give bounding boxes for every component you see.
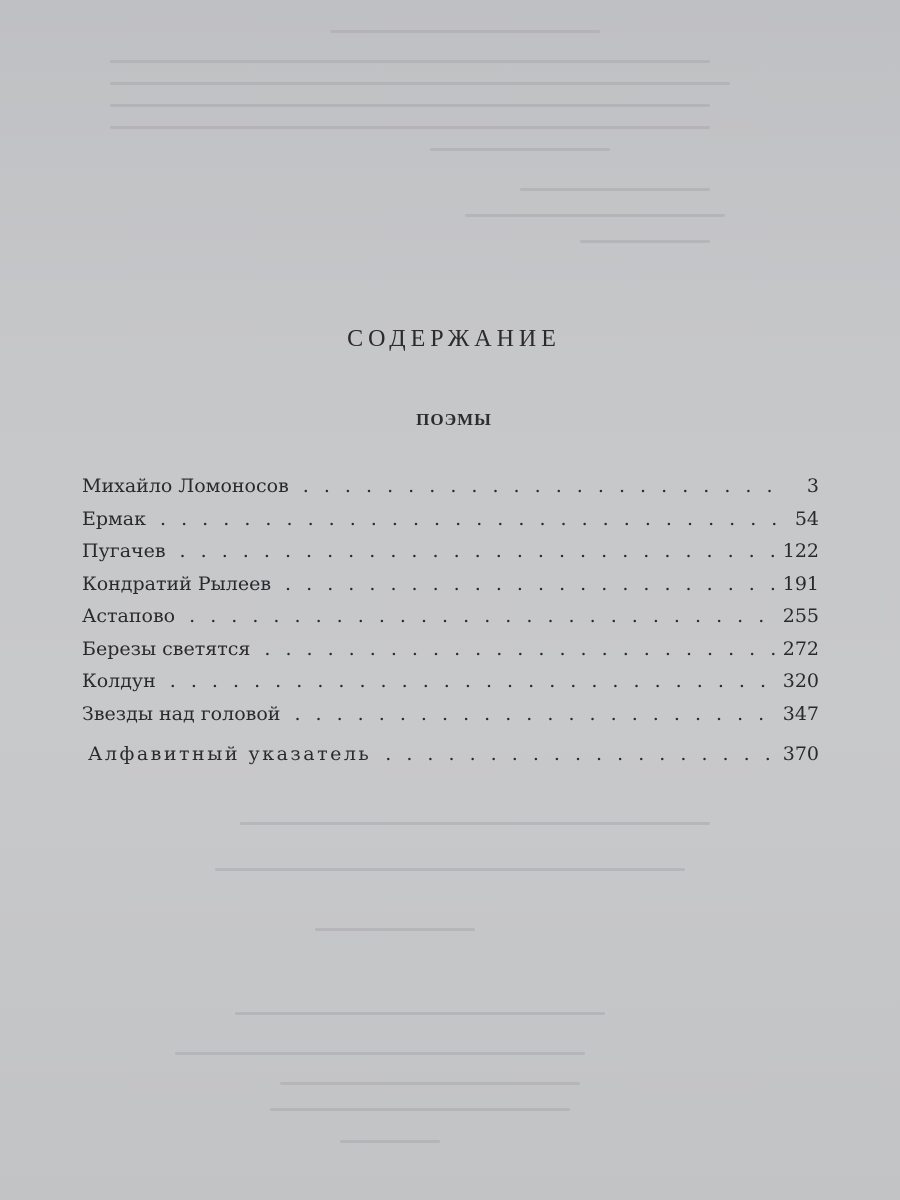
dot-leader	[371, 738, 776, 771]
dot-leader	[271, 568, 777, 601]
toc-entry-page: 272	[782, 637, 819, 660]
bleed-through-line	[330, 30, 600, 33]
bleed-through-line	[110, 82, 730, 85]
dot-leader	[250, 633, 776, 666]
toc-index-title: Алфавитный указатель	[88, 743, 372, 765]
bleed-through-line	[240, 822, 710, 825]
bleed-through-line	[580, 240, 710, 243]
dot-leader	[289, 470, 777, 503]
toc-entry-title: Звезды над головой	[82, 702, 281, 725]
toc-entry	[82, 600, 819, 633]
toc-entry	[82, 665, 819, 698]
dot-leader	[280, 698, 776, 731]
toc-entry-title: Березы светятся	[82, 637, 251, 660]
bleed-through-line	[520, 188, 710, 191]
bleed-through-line	[110, 104, 710, 107]
bleed-through-line	[110, 126, 710, 129]
toc-entry	[82, 503, 819, 536]
toc-entry-title: Астапово	[82, 605, 176, 627]
toc-entry-page: 320	[782, 670, 819, 692]
toc-entry-page: 54	[794, 507, 819, 530]
bleed-through-line	[430, 148, 610, 151]
toc-entry-title: Кондратий Рылеев	[82, 572, 272, 595]
toc-entry-title: Колдун	[82, 670, 156, 692]
toc-entry-title: Михайло Ломоносов	[82, 475, 289, 497]
bleed-through-line	[465, 214, 725, 217]
bleed-through-line	[270, 1108, 570, 1111]
section-heading: ПОЭМЫ	[416, 410, 492, 429]
bleed-through-line	[280, 1082, 580, 1085]
toc-entry-page: 3	[806, 475, 819, 497]
dot-leader	[175, 600, 777, 633]
toc-entry	[82, 698, 819, 731]
toc-entry-title: Ермак	[82, 507, 147, 530]
toc-entry-page: 255	[782, 605, 819, 627]
bleed-through-line	[315, 928, 475, 931]
toc-entry	[82, 633, 819, 666]
toc-entry	[82, 535, 819, 568]
toc-entry	[82, 568, 819, 601]
toc-entry-page: 122	[782, 540, 819, 562]
bleed-through-line	[235, 1012, 605, 1015]
toc-entry-page: 191	[782, 572, 819, 595]
toc-entry-page: 347	[782, 702, 819, 725]
toc-entry	[82, 470, 819, 503]
bleed-through-line	[175, 1052, 585, 1055]
dot-leader	[146, 503, 777, 536]
page-title: СОДЕРЖАНИЕ	[347, 326, 561, 352]
bleed-through-line	[110, 60, 710, 63]
bleed-through-line	[215, 868, 685, 871]
dot-leader	[156, 665, 777, 698]
toc-index-page: 370	[782, 743, 819, 765]
table-of-contents	[82, 470, 819, 771]
toc-entry-title: Пугачев	[82, 540, 166, 562]
dot-leader	[166, 535, 777, 568]
toc-index-entry	[88, 738, 819, 771]
bleed-through-line	[340, 1140, 440, 1143]
